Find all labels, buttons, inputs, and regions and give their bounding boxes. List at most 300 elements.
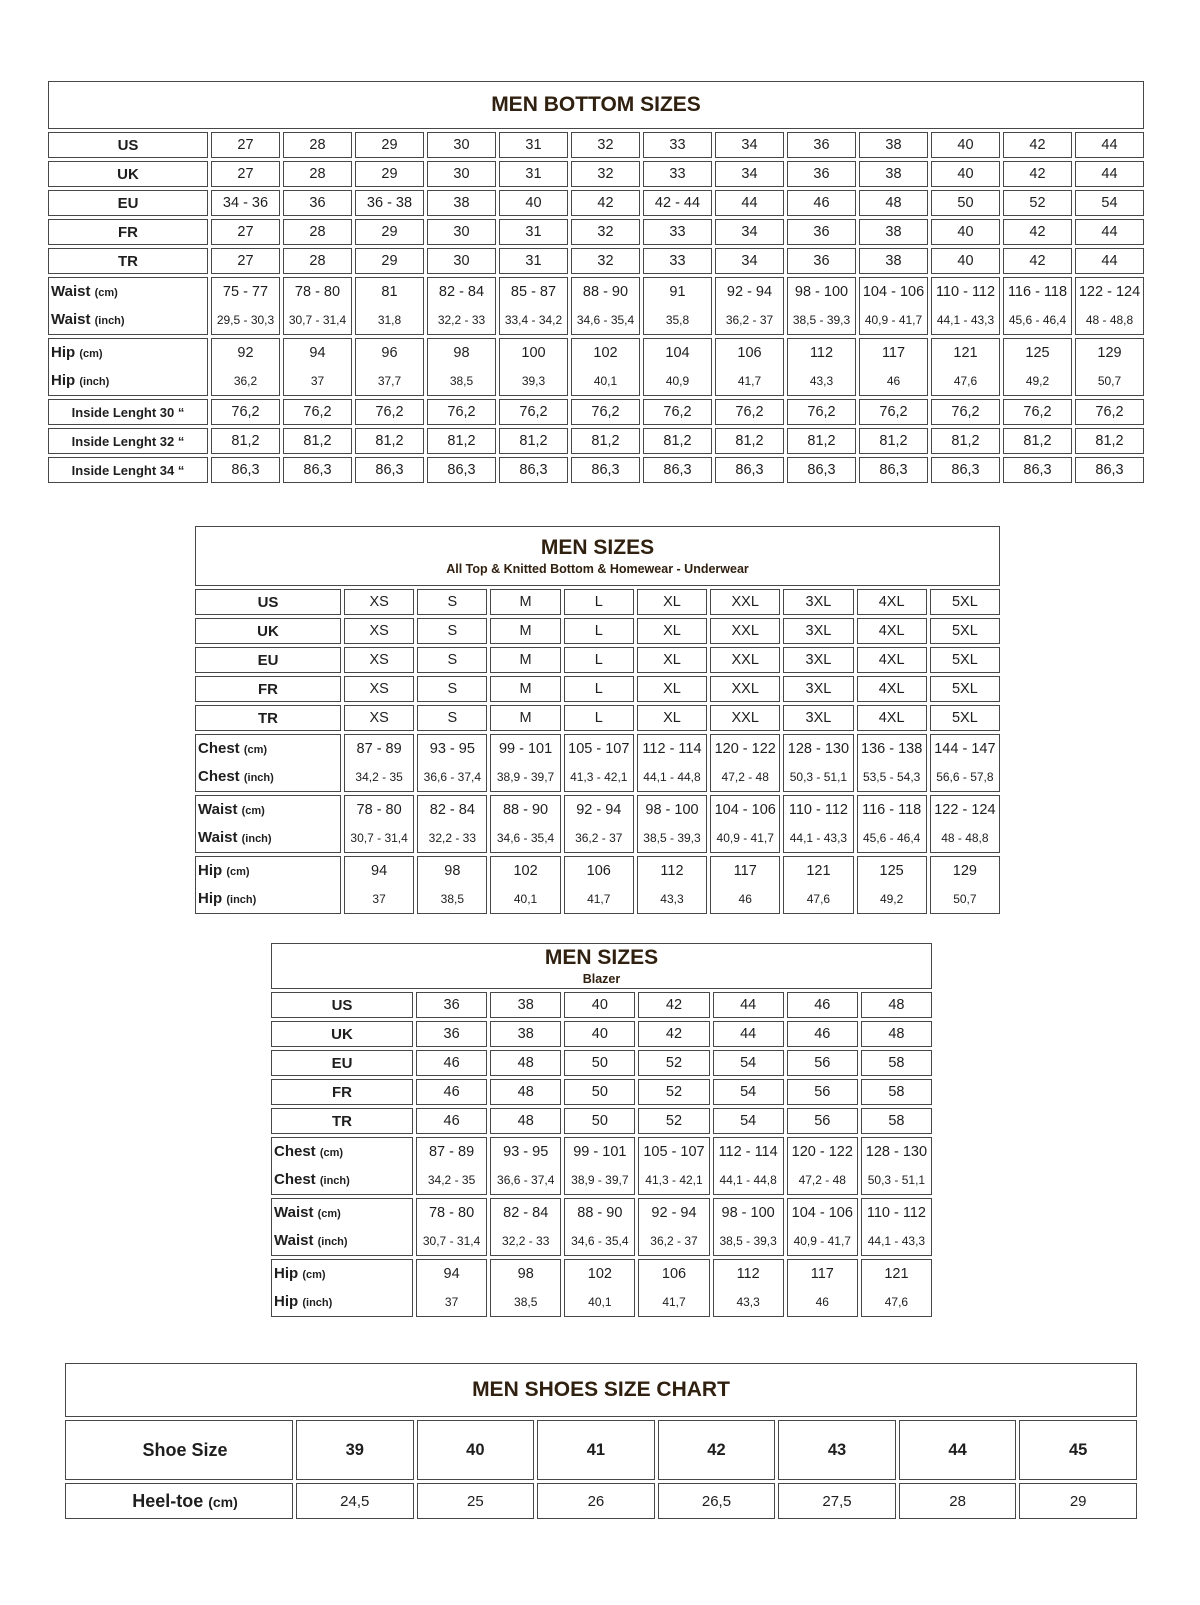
value-inch: 33,4 - 34,2 bbox=[504, 313, 563, 327]
value-cell: XXL bbox=[710, 589, 780, 615]
value-cell: 34 bbox=[715, 132, 784, 158]
value-cell: XL bbox=[637, 589, 707, 615]
value-cell bbox=[1003, 338, 1072, 396]
value-cell: 81,2 bbox=[643, 428, 712, 454]
row-label-unit: (cm) bbox=[94, 287, 118, 299]
value-cell bbox=[499, 277, 568, 335]
value-cell: S bbox=[417, 589, 487, 615]
value-inch: 30,7 - 31,4 bbox=[350, 831, 408, 845]
value-cell bbox=[859, 277, 928, 335]
value-cell: 40 bbox=[499, 190, 568, 216]
value-inch: 46 bbox=[886, 374, 901, 388]
value-cell bbox=[787, 1137, 858, 1195]
table-row bbox=[48, 457, 1144, 483]
row-label-line bbox=[198, 885, 338, 913]
value-cell: 5XL bbox=[930, 589, 1000, 615]
value-cm: 129 bbox=[952, 863, 977, 879]
value-cm: 91 bbox=[669, 284, 686, 300]
value-cell: 44 bbox=[715, 190, 784, 216]
row-label: Inside Lenght 32 “ bbox=[71, 433, 185, 449]
value-cm: 102 bbox=[513, 863, 538, 879]
value-cell: M bbox=[490, 676, 560, 702]
value-cell bbox=[861, 1198, 932, 1256]
value-cm: 88 - 90 bbox=[582, 284, 629, 300]
value-cm: 121 bbox=[884, 1266, 909, 1282]
value-cell: 41 bbox=[537, 1420, 655, 1480]
value-inch: 50,7 bbox=[1097, 374, 1122, 388]
row-label-cell bbox=[195, 589, 341, 615]
value-inch: 37 bbox=[444, 1295, 459, 1309]
value-cell: 50 bbox=[931, 190, 1000, 216]
row-label-unit: (cm) bbox=[79, 348, 103, 360]
value-cell: 76,2 bbox=[283, 399, 352, 425]
value-cell: 32 bbox=[571, 248, 640, 274]
value-cm: 81 bbox=[381, 284, 398, 300]
value-cell: 5XL bbox=[930, 647, 1000, 673]
value-inch: 36,2 bbox=[233, 374, 258, 388]
row-label-cell bbox=[195, 618, 341, 644]
row-label: Hip bbox=[198, 862, 223, 879]
value-cell: 76,2 bbox=[1075, 399, 1144, 425]
value-cell: 40 bbox=[564, 992, 635, 1018]
row-label-cell bbox=[48, 338, 208, 396]
value-cell: 4XL bbox=[857, 589, 927, 615]
value-cell bbox=[931, 277, 1000, 335]
row-label-line bbox=[274, 1199, 410, 1227]
value-cell: 27,5 bbox=[778, 1483, 896, 1519]
value-cell: 48 bbox=[861, 1021, 932, 1047]
value-inch: 56,6 - 57,8 bbox=[936, 770, 994, 784]
row-label: Hip bbox=[51, 372, 76, 389]
value-inch: 40,1 bbox=[593, 374, 618, 388]
row-label: UK bbox=[331, 1025, 353, 1043]
row-label: Waist bbox=[274, 1204, 314, 1221]
row-label-unit: (cm) bbox=[317, 1208, 341, 1220]
table-title-row bbox=[48, 81, 1144, 129]
men-bottom-sizes-table bbox=[45, 78, 1147, 486]
value-cell bbox=[490, 734, 560, 792]
value-cell: 5XL bbox=[930, 618, 1000, 644]
value-cell: 28 bbox=[283, 132, 352, 158]
value-cell: 36 bbox=[416, 1021, 487, 1047]
value-cell bbox=[490, 1198, 561, 1256]
value-cell: 81,2 bbox=[1003, 428, 1072, 454]
value-inch: 34,2 - 35 bbox=[355, 770, 403, 784]
value-cell: 43 bbox=[778, 1420, 896, 1480]
value-inch: 40,9 - 41,7 bbox=[716, 831, 774, 845]
value-cell: 31 bbox=[499, 132, 568, 158]
value-cell: 38 bbox=[859, 161, 928, 187]
row-label-unit: (inch) bbox=[226, 894, 257, 906]
table-row bbox=[195, 618, 1000, 644]
row-label: TR bbox=[118, 252, 138, 270]
value-cell: 50 bbox=[564, 1108, 635, 1134]
value-cell: 46 bbox=[787, 992, 858, 1018]
value-cell: 86,3 bbox=[643, 457, 712, 483]
value-cell: 33 bbox=[643, 248, 712, 274]
value-cm: 105 - 107 bbox=[643, 1144, 705, 1160]
value-inch: 38,5 - 39,3 bbox=[719, 1234, 777, 1248]
value-cm: 120 - 122 bbox=[791, 1144, 853, 1160]
value-cell bbox=[713, 1137, 784, 1195]
value-inch: 34,6 - 35,4 bbox=[576, 313, 635, 327]
row-label-line bbox=[274, 1166, 410, 1194]
row-label-cell bbox=[195, 647, 341, 673]
value-cell: 36 bbox=[416, 992, 487, 1018]
value-inch: 53,5 - 54,3 bbox=[862, 770, 921, 784]
value-cell bbox=[787, 338, 856, 396]
value-cm: 98 - 100 bbox=[645, 802, 699, 818]
value-cm: 112 bbox=[660, 863, 684, 879]
value-cell: 31 bbox=[499, 248, 568, 274]
value-cell bbox=[710, 795, 780, 853]
table-row bbox=[48, 161, 1144, 187]
value-cell: 4XL bbox=[857, 676, 927, 702]
value-cell bbox=[427, 338, 496, 396]
value-cell bbox=[1003, 277, 1072, 335]
value-inch: 35,8 bbox=[665, 313, 690, 327]
value-cell bbox=[713, 1259, 784, 1317]
value-cm: 99 - 101 bbox=[498, 741, 553, 757]
value-cell: 34 bbox=[715, 219, 784, 245]
table-title: MEN SIZES bbox=[544, 946, 659, 970]
value-cell: 4XL bbox=[857, 618, 927, 644]
value-cell bbox=[783, 856, 853, 914]
value-cell: 76,2 bbox=[427, 399, 496, 425]
value-cell: 76,2 bbox=[499, 399, 568, 425]
value-inch: 41,7 bbox=[662, 1295, 686, 1309]
row-label: Waist bbox=[274, 1232, 314, 1249]
row-label-unit: (inch) bbox=[243, 772, 274, 784]
men-top-sizes-table bbox=[192, 523, 1003, 917]
value-cm: 94 bbox=[309, 345, 326, 361]
value-cell: M bbox=[490, 647, 560, 673]
value-cell bbox=[643, 277, 712, 335]
value-inch: 38,5 - 39,3 bbox=[792, 313, 851, 327]
value-cell: 42 bbox=[638, 992, 709, 1018]
value-cell: 31 bbox=[499, 161, 568, 187]
value-cell: 38 bbox=[490, 992, 561, 1018]
men-bottom-sizes-grid bbox=[45, 78, 1147, 486]
table-row bbox=[48, 399, 1144, 425]
value-cell bbox=[1075, 338, 1144, 396]
value-cell: 81,2 bbox=[787, 428, 856, 454]
value-cm: 82 - 84 bbox=[503, 1205, 549, 1221]
value-cell bbox=[211, 277, 280, 335]
value-cell: XXL bbox=[710, 618, 780, 644]
row-label: Waist bbox=[51, 283, 91, 300]
value-cell: S bbox=[417, 705, 487, 731]
value-cell: 27 bbox=[211, 219, 280, 245]
value-cell bbox=[416, 1259, 487, 1317]
value-cell: 46 bbox=[787, 190, 856, 216]
row-label-line bbox=[198, 857, 338, 885]
value-cell: 28 bbox=[899, 1483, 1017, 1519]
value-cell: 3XL bbox=[783, 589, 853, 615]
value-cm: 98 - 100 bbox=[794, 284, 849, 300]
row-label: US bbox=[117, 136, 139, 154]
table-row bbox=[195, 856, 1000, 914]
value-cell bbox=[637, 856, 707, 914]
value-cell: 56 bbox=[787, 1108, 858, 1134]
row-label-line bbox=[274, 1260, 410, 1288]
row-label-cell bbox=[195, 856, 341, 914]
value-cell: 86,3 bbox=[355, 457, 424, 483]
value-cell bbox=[710, 734, 780, 792]
value-cell bbox=[490, 1259, 561, 1317]
value-cm: 98 - 100 bbox=[721, 1205, 775, 1221]
table-row bbox=[48, 219, 1144, 245]
value-cm: 99 - 101 bbox=[573, 1144, 627, 1160]
row-label: UK bbox=[257, 622, 279, 640]
value-cell bbox=[783, 734, 853, 792]
table-row bbox=[48, 428, 1144, 454]
row-label-unit: (inch) bbox=[302, 1297, 333, 1309]
value-cell bbox=[861, 1259, 932, 1317]
value-inch: 50,7 bbox=[953, 892, 977, 906]
row-label: Chest bbox=[198, 740, 240, 757]
value-cell: XS bbox=[344, 589, 414, 615]
value-cell bbox=[344, 856, 414, 914]
table-row bbox=[48, 338, 1144, 396]
value-cell bbox=[783, 795, 853, 853]
table-title-cell bbox=[271, 943, 932, 989]
value-cell: 31 bbox=[499, 219, 568, 245]
value-cell: L bbox=[564, 676, 634, 702]
value-cell: L bbox=[564, 618, 634, 644]
value-cell: 24,5 bbox=[296, 1483, 414, 1519]
value-cell: M bbox=[490, 589, 560, 615]
value-cm: 82 - 84 bbox=[438, 284, 485, 300]
value-cm: 100 bbox=[521, 345, 546, 361]
value-cell: 27 bbox=[211, 132, 280, 158]
value-cell: 3XL bbox=[783, 676, 853, 702]
value-cm: 112 - 114 bbox=[718, 1144, 778, 1160]
value-inch: 38,5 bbox=[449, 374, 474, 388]
table-subtitle: Blazer bbox=[582, 971, 621, 986]
value-inch: 37 bbox=[310, 374, 325, 388]
row-label-cell bbox=[48, 399, 208, 425]
value-cell: 76,2 bbox=[643, 399, 712, 425]
value-cell: 32 bbox=[571, 219, 640, 245]
value-inch: 37,7 bbox=[377, 374, 402, 388]
value-cell: 40 bbox=[931, 248, 1000, 274]
value-inch: 41,7 bbox=[587, 892, 611, 906]
value-cell: 36 bbox=[787, 219, 856, 245]
value-cell: 39 bbox=[296, 1420, 414, 1480]
value-cell bbox=[861, 1137, 932, 1195]
value-inch: 36,2 - 37 bbox=[575, 831, 623, 845]
row-label-cell bbox=[48, 132, 208, 158]
row-label: Waist bbox=[198, 801, 238, 818]
men-blazer-sizes-grid bbox=[268, 940, 935, 1320]
value-cm: 78 - 80 bbox=[356, 802, 402, 818]
row-label-cell bbox=[65, 1483, 293, 1519]
value-cell bbox=[638, 1198, 709, 1256]
value-cell: 58 bbox=[861, 1108, 932, 1134]
value-cell bbox=[564, 1198, 635, 1256]
value-cm: 110 - 112 bbox=[788, 802, 848, 818]
value-inch: 31,8 bbox=[377, 313, 402, 327]
value-cell: 28 bbox=[283, 248, 352, 274]
value-cell: 36 bbox=[283, 190, 352, 216]
value-cell: 29 bbox=[355, 219, 424, 245]
table-title-row bbox=[271, 943, 932, 989]
value-cell: 48 bbox=[490, 1079, 561, 1105]
value-cell: 4XL bbox=[857, 647, 927, 673]
row-label: Heel-toe bbox=[132, 1490, 204, 1511]
row-label-unit: (cm) bbox=[302, 1269, 326, 1281]
table-title: MEN BOTTOM SIZES bbox=[491, 92, 701, 116]
value-cm: 94 bbox=[443, 1266, 460, 1282]
value-cell: 5XL bbox=[930, 676, 1000, 702]
row-label: Inside Lenght 34 “ bbox=[71, 462, 185, 478]
row-label-cell bbox=[48, 428, 208, 454]
value-cell: S bbox=[417, 618, 487, 644]
value-inch: 30,7 - 31,4 bbox=[422, 1234, 481, 1248]
value-cell: 46 bbox=[416, 1050, 487, 1076]
value-inch: 47,6 bbox=[884, 1295, 909, 1309]
value-cell: 56 bbox=[787, 1079, 858, 1105]
value-cell: 52 bbox=[638, 1108, 709, 1134]
value-inch: 44,1 - 44,8 bbox=[643, 770, 701, 784]
value-cell: 26 bbox=[537, 1483, 655, 1519]
value-cell: 81,2 bbox=[1075, 428, 1144, 454]
row-label-cell bbox=[195, 705, 341, 731]
value-cell bbox=[715, 338, 784, 396]
value-cm: 93 - 95 bbox=[503, 1144, 549, 1160]
table-row bbox=[271, 1050, 932, 1076]
table-row bbox=[195, 734, 1000, 792]
value-cell: XL bbox=[637, 705, 707, 731]
value-inch: 40,1 bbox=[513, 892, 538, 906]
row-label: Waist bbox=[51, 311, 91, 328]
value-cell: 36 bbox=[787, 248, 856, 274]
row-label: TR bbox=[258, 709, 278, 727]
value-inch: 34,2 - 35 bbox=[427, 1173, 476, 1187]
value-cell bbox=[638, 1137, 709, 1195]
row-label-unit: (cm) bbox=[241, 805, 265, 817]
value-cell: 42 bbox=[1003, 132, 1072, 158]
row-label: FR bbox=[258, 680, 278, 698]
value-inch: 32,2 - 33 bbox=[428, 831, 477, 845]
row-label-line bbox=[274, 1227, 410, 1255]
value-cell: 34 bbox=[715, 161, 784, 187]
value-inch: 38,5 bbox=[440, 892, 464, 906]
value-cell: 40 bbox=[564, 1021, 635, 1047]
value-inch: 44,1 - 43,3 bbox=[867, 1234, 926, 1248]
value-cell: 81,2 bbox=[571, 428, 640, 454]
value-cell: 44 bbox=[1075, 132, 1144, 158]
value-cell bbox=[637, 734, 707, 792]
value-cell: S bbox=[417, 676, 487, 702]
value-cell bbox=[931, 338, 1000, 396]
table-title: MEN SHOES SIZE CHART bbox=[472, 1377, 730, 1401]
row-label-cell bbox=[48, 457, 208, 483]
table-title-cell bbox=[65, 1363, 1137, 1417]
value-cell: 81,2 bbox=[859, 428, 928, 454]
value-cell: 50 bbox=[564, 1079, 635, 1105]
value-inch: 36,2 - 37 bbox=[650, 1234, 698, 1248]
value-cell bbox=[490, 1137, 561, 1195]
row-label-line bbox=[274, 1288, 410, 1316]
table-row bbox=[65, 1483, 1137, 1519]
value-inch: 41,3 - 42,1 bbox=[645, 1173, 703, 1187]
value-inch: 30,7 - 31,4 bbox=[288, 313, 347, 327]
value-cell: 54 bbox=[713, 1108, 784, 1134]
value-cell bbox=[857, 795, 927, 853]
value-cell: 76,2 bbox=[931, 399, 1000, 425]
row-label-line bbox=[51, 339, 205, 367]
value-cell: 29 bbox=[355, 248, 424, 274]
value-cell: XS bbox=[344, 647, 414, 673]
value-cell bbox=[564, 856, 634, 914]
value-cell bbox=[355, 338, 424, 396]
row-label: Hip bbox=[51, 344, 76, 361]
table-row bbox=[65, 1420, 1137, 1480]
value-cell bbox=[283, 338, 352, 396]
men-shoes-size-table bbox=[62, 1360, 1140, 1522]
value-cell: 46 bbox=[787, 1021, 858, 1047]
value-cell bbox=[490, 856, 560, 914]
row-label: UK bbox=[117, 165, 139, 183]
value-cell: 38 bbox=[859, 248, 928, 274]
value-cell bbox=[857, 734, 927, 792]
value-cell: 33 bbox=[643, 161, 712, 187]
value-cell: 42 bbox=[658, 1420, 776, 1480]
table-row bbox=[48, 190, 1144, 216]
value-inch: 47,6 bbox=[806, 892, 831, 906]
value-inch: 41,3 - 42,1 bbox=[570, 770, 628, 784]
value-cell: 26,5 bbox=[658, 1483, 776, 1519]
value-cell: 54 bbox=[1075, 190, 1144, 216]
value-cell: 38 bbox=[490, 1021, 561, 1047]
value-cell: 52 bbox=[638, 1050, 709, 1076]
value-cm: 112 bbox=[736, 1266, 760, 1282]
value-cm: 106 bbox=[661, 1266, 687, 1282]
row-label-cell bbox=[195, 795, 341, 853]
value-cell bbox=[499, 338, 568, 396]
value-cell: 38 bbox=[859, 132, 928, 158]
value-cell: 46 bbox=[416, 1108, 487, 1134]
value-cm: 122 - 124 bbox=[1078, 284, 1141, 300]
value-cell: 86,3 bbox=[283, 457, 352, 483]
value-cell: 54 bbox=[713, 1079, 784, 1105]
value-inch: 47,2 - 48 bbox=[798, 1173, 846, 1187]
value-cm: 104 bbox=[665, 345, 690, 361]
value-cell: 86,3 bbox=[859, 457, 928, 483]
row-label: EU bbox=[257, 651, 279, 669]
table-row bbox=[48, 132, 1144, 158]
value-cm: 87 - 89 bbox=[356, 741, 402, 757]
row-label-cell bbox=[271, 1137, 413, 1195]
value-inch: 47,6 bbox=[953, 374, 978, 388]
value-cell: 45 bbox=[1019, 1420, 1137, 1480]
value-cell bbox=[417, 734, 487, 792]
value-cm: 104 - 106 bbox=[791, 1205, 853, 1221]
value-cell: 44 bbox=[713, 992, 784, 1018]
value-cell: 33 bbox=[643, 132, 712, 158]
table-title: MEN SIZES bbox=[540, 536, 655, 560]
value-inch: 50,3 - 51,1 bbox=[789, 770, 848, 784]
value-inch: 50,3 - 51,1 bbox=[867, 1173, 926, 1187]
value-cell bbox=[930, 856, 1000, 914]
value-cell: 81,2 bbox=[211, 428, 280, 454]
value-cell: 86,3 bbox=[211, 457, 280, 483]
value-inch: 36,2 - 37 bbox=[725, 313, 774, 327]
value-cell: 56 bbox=[787, 1050, 858, 1076]
row-label-line bbox=[274, 1138, 410, 1166]
